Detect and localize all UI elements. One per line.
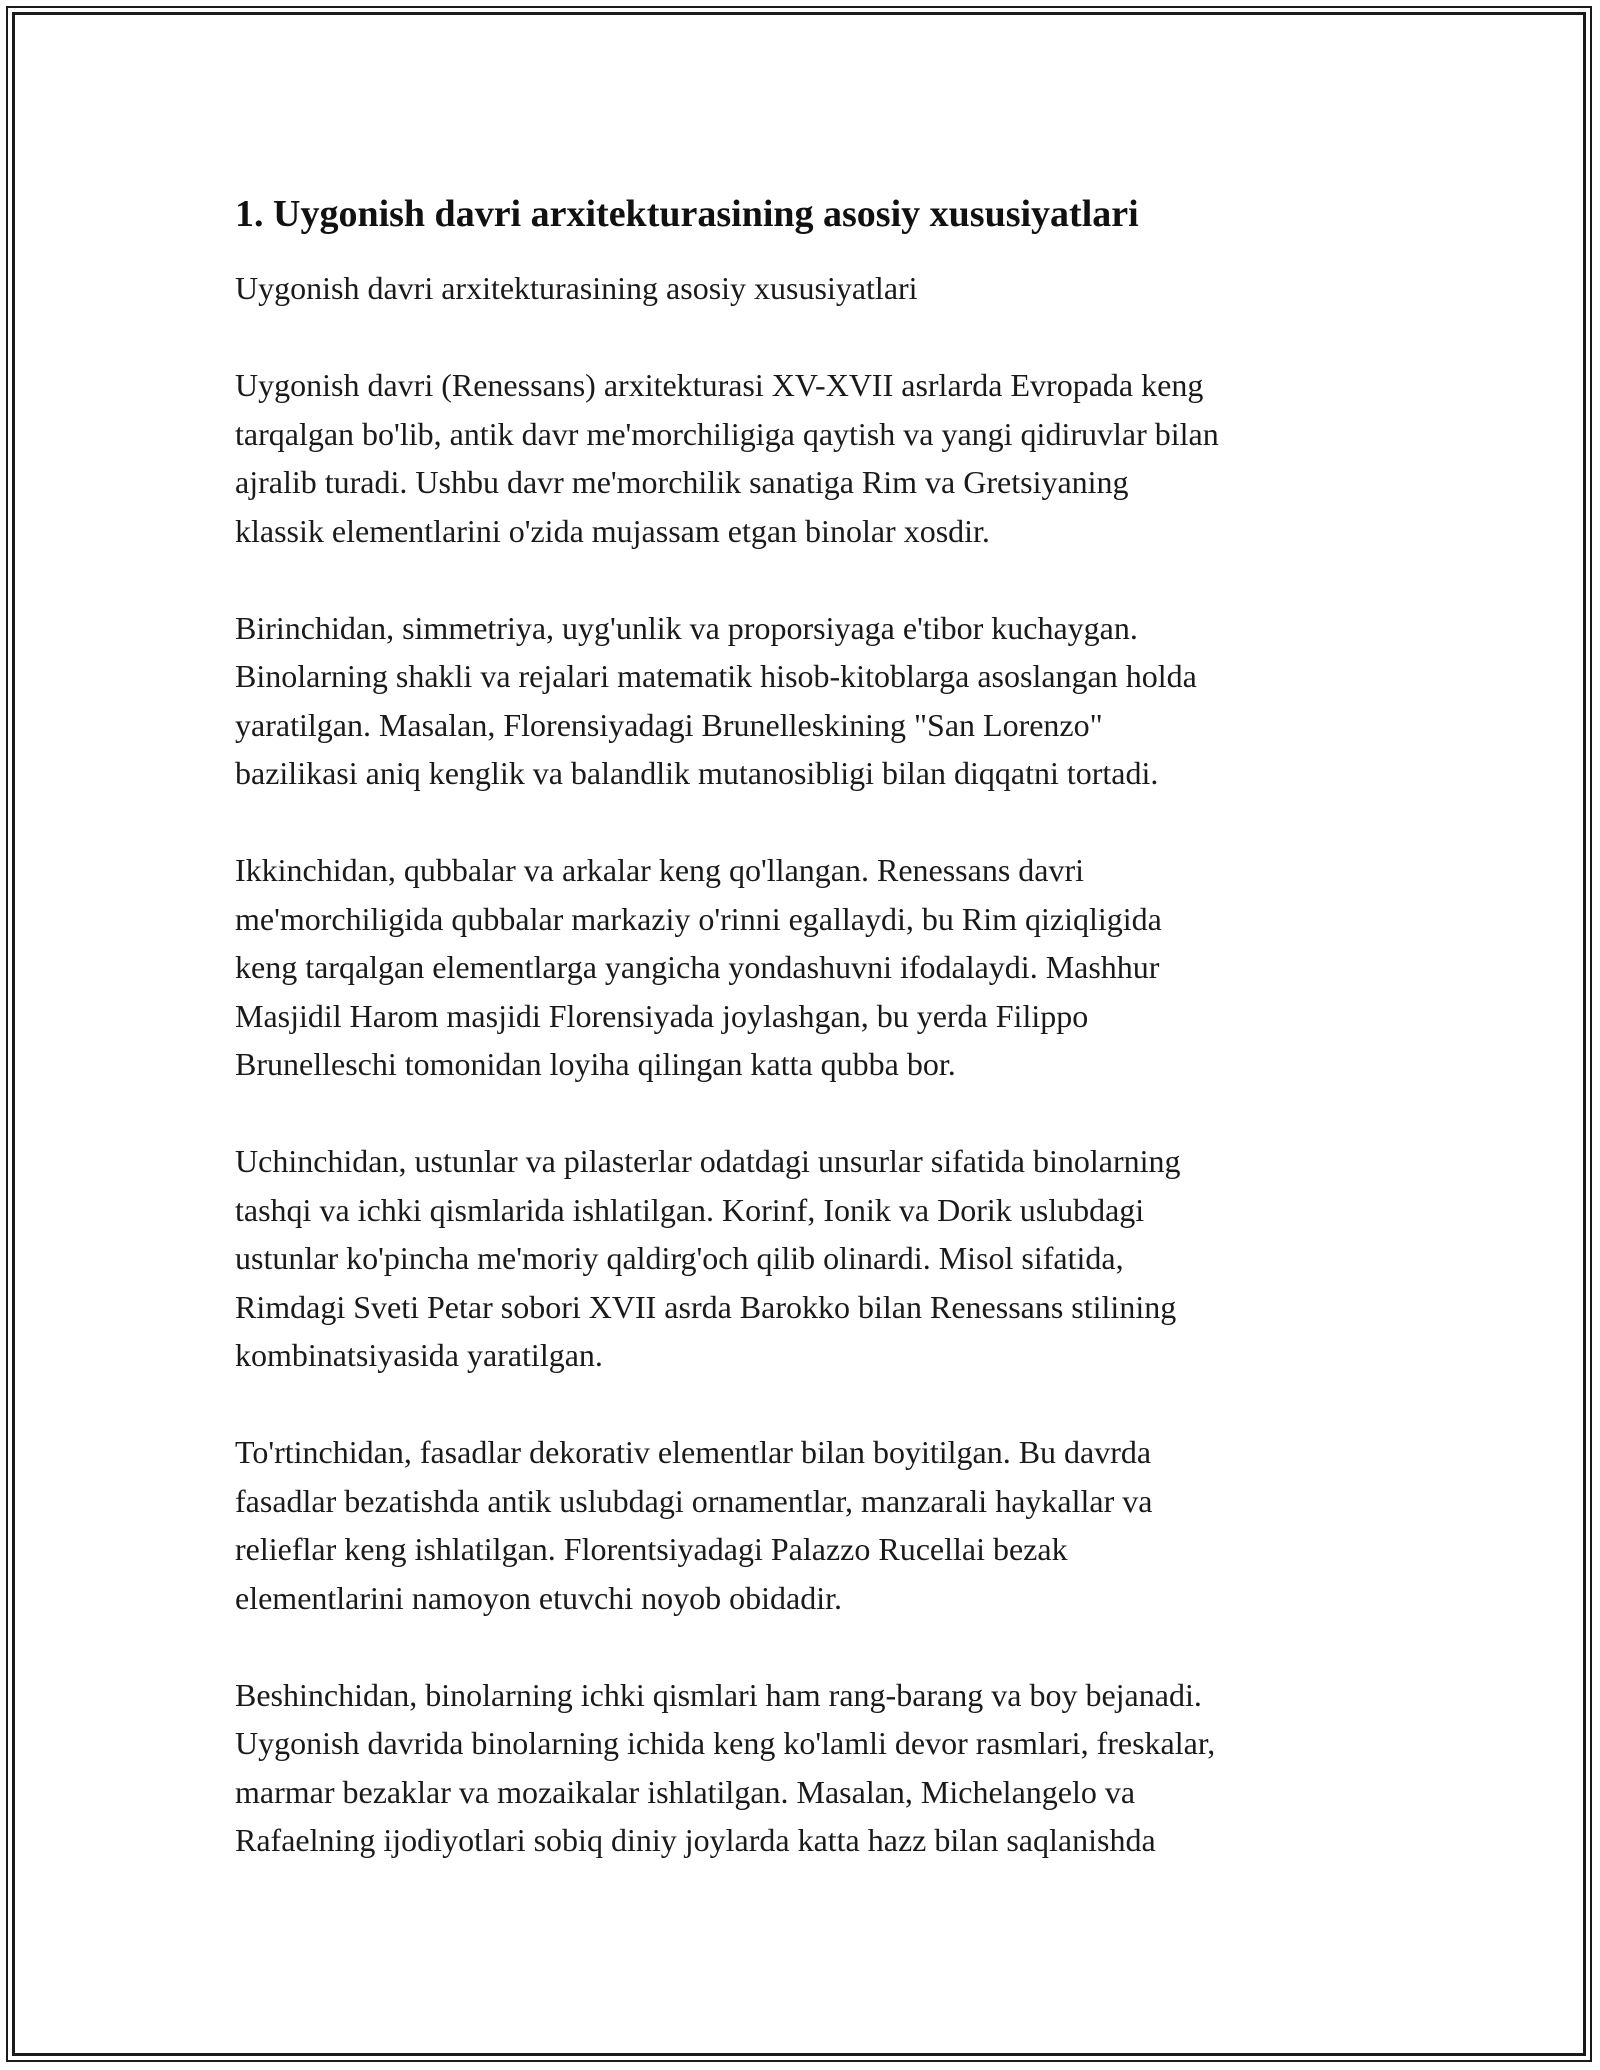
section-heading: 1. Uygonish davri arxitekturasining asosiy xususiyatlari (235, 193, 1139, 235)
section-subtitle: Uygonish davri arxitekturasining asosiy xususiyatlari (235, 270, 918, 306)
paragraph-line: marmar bezaklar va mozaikalar ishlatilgan. Masalan, Michelangelo va (235, 1773, 1136, 1810)
paragraph-line: me'morchiligida qubbalar markaziy o'rinni egallaydi, bu Rim qiziqligida (235, 900, 1162, 937)
paragraph-line: Rimdagi Sveti Petar sobori XVII asrda Barokko bilan Renessans stilining (235, 1288, 1177, 1325)
paragraph-third (235, 1137, 1365, 1380)
paragraph-line: Binolarning shakli va rejalari matematik hisob-kitoblarga asoslangan holda (235, 658, 1197, 694)
paragraph-line: Uygonish davri (Renessans) arxitekturasi XV-XVII asrlarda Evropada keng (235, 367, 1204, 403)
paragraph-second (235, 846, 1365, 1089)
paragraph-line: elementlarini namoyon etuvchi noyob obidadir. (235, 1579, 842, 1616)
document-body (235, 190, 1365, 1913)
paragraph-line: To'rtinchidan, fasadlar dekorativ elementlar bilan boyitilgan. Bu davrda (235, 1434, 1152, 1470)
paragraph-line: relieflar keng ishlatilgan. Florentsiyadagi Palazzo Rucellai bezak (235, 1531, 1068, 1567)
paragraph-first (235, 604, 1365, 798)
paragraph-line: kombinatsiyasida yaratilgan. (235, 1337, 603, 1373)
paragraph-line: Uchinchidan, ustunlar va pilasterlar odatdagi unsurlar sifatida binolarning (235, 1143, 1181, 1179)
paragraph-intro (235, 361, 1365, 555)
paragraph-line: klassik elementlarini o'zida mujassam etgan binolar xosdir. (235, 512, 990, 549)
paragraph-line: fasadlar bezatishda antik uslubdagi ornamentlar, manzarali haykallar va (235, 1482, 1153, 1519)
paragraph-line: Uygonish davrida binolarning ichida keng ko'lamli devor rasmlari, freskalar, (235, 1725, 1216, 1761)
paragraph-line: Brunelleschi tomonidan loyiha qilingan katta qubba bor. (235, 1046, 956, 1082)
paragraph-line: Beshinchidan, binolarning ichki qismlari ham rang-barang va boy bejanadi. (235, 1676, 1202, 1713)
paragraph-line: Ikkinchidan, qubbalar va arkalar keng qo'llangan. Renessans davri (235, 852, 1085, 888)
paragraph-line: Birinchidan, simmetriya, uyg'unlik va proporsiyaga e'tibor kuchaygan. (235, 609, 1138, 646)
paragraph-line: ajralib turadi. Ushbu davr me'morchilik sanatiga Rim va Gretsiyaning (235, 464, 1129, 500)
paragraph-line: tashqi va ichki qismlarida ishlatilgan. Korinf, Ionik va Dorik uslubdagi (235, 1191, 1145, 1228)
paragraph-line: Masjidil Harom masjidi Florensiyada joylashgan, bu yerda Filippo (235, 997, 1089, 1034)
paragraph-line: bazilikasi aniq kenglik va balandlik mutanosibligi bilan diqqatni tortadi. (235, 755, 1159, 791)
paragraph-line: Rafaelning ijodiyotlari sobiq diniy joylarda katta hazz bilan saqlanishda (235, 1822, 1156, 1858)
paragraph-fourth (235, 1428, 1365, 1622)
paragraph-line: tarqalgan bo'lib, antik davr me'morchiligiga qaytish va yangi qidiruvlar bilan (235, 415, 1219, 452)
paragraph-line: keng tarqalgan elementlarga yangicha yondashuvni ifodalaydi. Mashhur (235, 949, 1160, 985)
paragraph-fifth (235, 1671, 1365, 1865)
paragraph-line: yaratilgan. Masalan, Florensiyadagi Brunelleskining "San Lorenzo" (235, 706, 1103, 743)
paragraph-line: ustunlar ko'pincha me'moriy qaldirg'och qilib olinardi. Misol sifatida, (235, 1240, 1124, 1276)
